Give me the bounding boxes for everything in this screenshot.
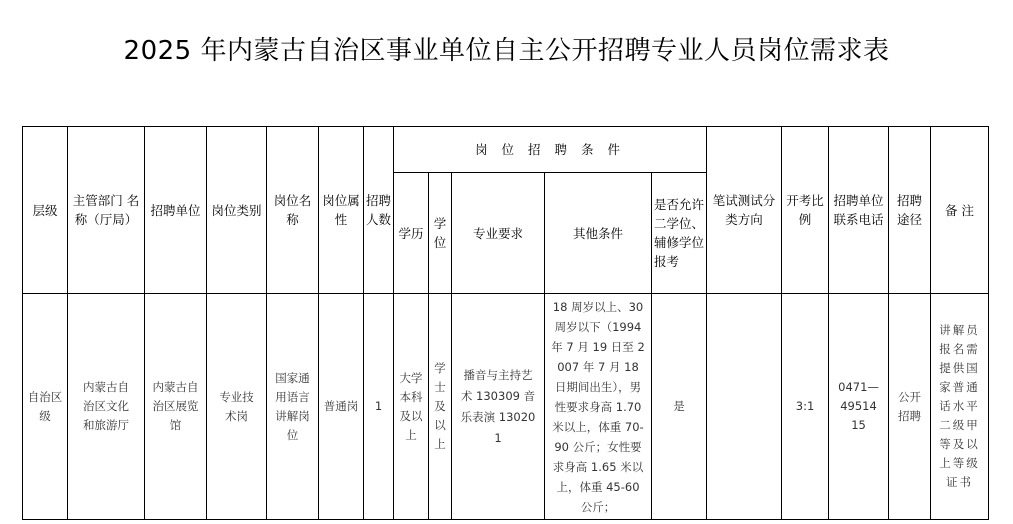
cell-degree: 学士及以上: [429, 294, 452, 520]
cell-major: 播音与主持艺术 130309 音乐表演 130201: [452, 294, 545, 520]
header-second-degree: 是否允许二学位、辅修学位报考: [652, 173, 707, 294]
cell-second-degree: 是: [652, 294, 707, 520]
cell-unit: 内蒙古自治区展览馆: [145, 294, 207, 520]
cell-level: 自治区级: [23, 294, 68, 520]
header-phone: 招聘单位联系电话: [829, 127, 889, 294]
cell-dept: 内蒙古自治区文化和旅游厅: [68, 294, 145, 520]
header-method: 招聘途径: [889, 127, 931, 294]
cell-other: 18 周岁以上、30 周岁以下（1994 年 7 月 19 日至 2007 年 7 月 18 日期间出生），男性要求身高 1.70 米以上，体重 70-90 公斤；女性要求身高 1.65 米以上，体重 45-60 公斤；: [545, 294, 652, 520]
header-remark: 备 注: [931, 127, 989, 294]
cell-exam: [707, 294, 782, 520]
header-conditions: 岗 位 招 聘 条 件: [394, 127, 707, 173]
header-degree: 学位: [429, 173, 452, 294]
cell-method: 公开招聘: [889, 294, 931, 520]
cell-education: 大学本科及以上: [394, 294, 429, 520]
cell-attr: 普通岗: [319, 294, 364, 520]
header-exam: 笔试测试分类方向: [707, 127, 782, 294]
header-major: 专业要求: [452, 173, 545, 294]
header-level: 层级: [23, 127, 68, 294]
page-title: 2025 年内蒙古自治区事业单位自主公开招聘专业人员岗位需求表: [123, 36, 890, 66]
cell-phone: 0471—4951415: [829, 294, 889, 520]
cell-category: 专业技术岗: [207, 294, 267, 520]
header-category: 岗位类别: [207, 127, 267, 294]
header-name: 岗位名称: [267, 127, 319, 294]
cell-ratio: 3:1: [782, 294, 829, 520]
header-count: 招聘人数: [364, 127, 394, 294]
recruitment-table: [22, 126, 989, 520]
cell-count: 1: [364, 294, 394, 520]
header-ratio: 开考比例: [782, 127, 829, 294]
cell-remark: 讲解员报名需提供国家普通话水平二级甲等及以上等级证书: [931, 294, 989, 520]
header-dept: 主管部门 名称（厅局）: [68, 127, 145, 294]
header-attr: 岗位属性: [319, 127, 364, 294]
header-education: 学历: [394, 173, 429, 294]
header-other: 其他条件: [545, 173, 652, 294]
cell-post-name: 国家通用语言讲解岗位: [267, 294, 319, 520]
header-unit: 招聘单位: [145, 127, 207, 294]
